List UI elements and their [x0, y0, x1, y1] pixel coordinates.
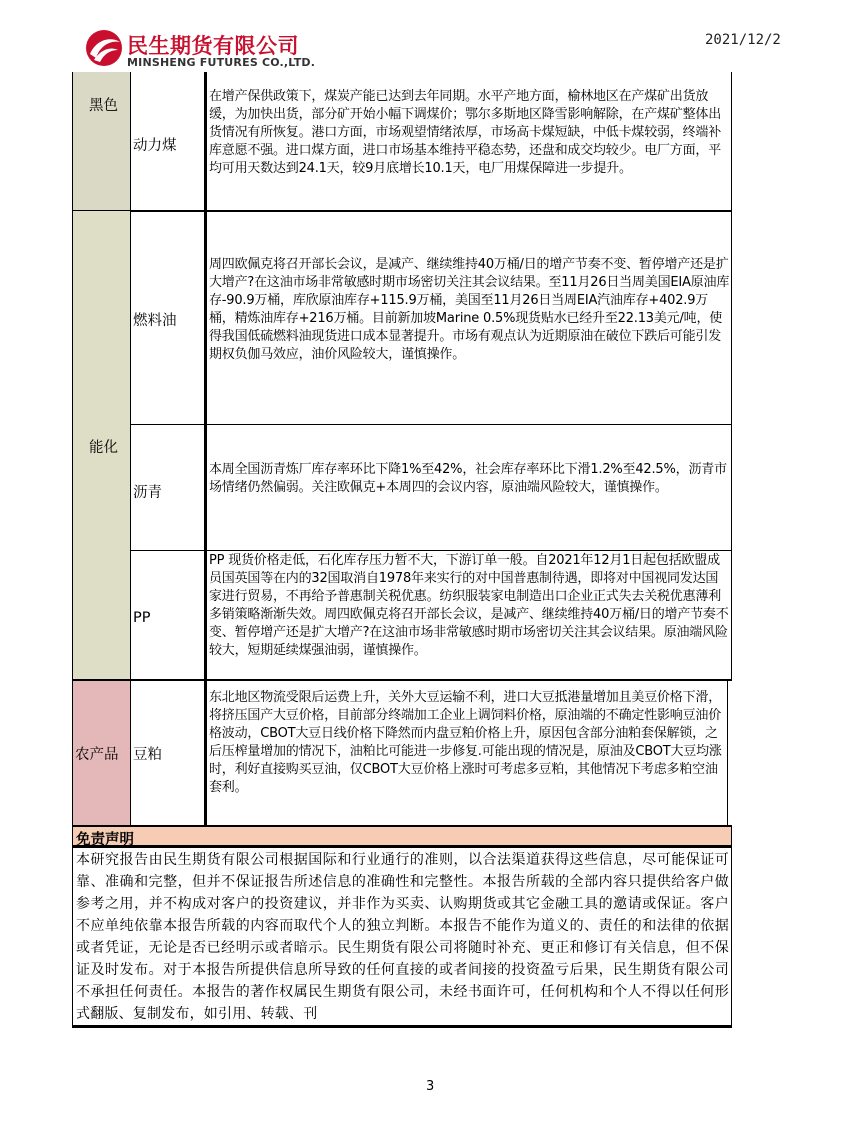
- page-header: [0, 0, 860, 72]
- item-asphalt: [131, 425, 207, 551]
- minsheng-logo-icon: [84, 28, 124, 68]
- category-label: 黑色: [89, 98, 118, 114]
- commentary-thermal-coal: 在增产保供政策下，煤炭产能已达到去年同期。水平产地方面，榆林地区在产煤矿出货放缓，为加快出货，部分矿开始小幅下调煤价；鄂尔多斯地区降雪影响解除，在产煤矿整体出货情况有所恢复。港口方面，市场观望情绪浓厚，市场高卡煤短缺，中低卡煤较弱，终端补库意愿不强。进口煤方面，进口市场基本维持平稳态势，还盘和成交均较少。电厂方面，平均可用天数达到24.1天，较9月底增长10.1天，电厂用煤保障进一步提升。: [209, 89, 722, 176]
- page-number: 3: [426, 1079, 435, 1094]
- item-soymeal: [131, 680, 207, 826]
- commentary-fuel-oil: 周四欧佩克将召开部长会议，是减产、继续维持40万桶/日的增产节奏不变、暂停增产还是扩大增产?在这油市场非常敏感时期市场密切关注其会议结果。至11月26日当周美国EIA原油库存-90.9万桶，库欣原油库存+115.9万桶，美国至11月26日当周EIA汽油库存+402.9万桶，精炼油库存+216万桶。目前新加坡Marine 0.5%现货贴水已经升至22.13美元/吨，使得我国低硫燃料油现货进口成本显著提升。市场有观点认为近期原油在破位下跌后可能引发期权负伽马效应，油价风险较大，谨慎操作。: [209, 257, 730, 362]
- commentary-soymeal: 东北地区物流受限后运费上升，关外大豆运输不利，进口大豆抵港量增加且美豆价格下滑，将挤压国产大豆价格，目前部分终端加工企业上调饲料价格，原油端的不确定性影响豆油价格波动，CBOT大豆日线价格下降然而内盘豆粕价格上升，原因包含部分油粕套保解锁，之后压榨量增加的情况下，油粕比可能进一步修复.可能出现的情况是，原油及CBOT大豆均涨时，利好直接购买豆油，仅CBOT大豆价格上涨时可考虑多豆粕，其他情况下考虑多粕空油套利。: [209, 690, 722, 795]
- category-black: [72, 72, 131, 211]
- item-label: 动力煤: [133, 138, 177, 154]
- item-label: PP: [133, 610, 151, 626]
- disclaimer-header: [72, 826, 732, 848]
- company-name-en: MINSHENG FUTURES CO.,LTD.: [127, 56, 316, 69]
- disclaimer-title: 免责声明: [76, 832, 134, 848]
- item-thermal-coal: [131, 72, 207, 211]
- company-name-cn: 民生期货有限公司: [127, 34, 299, 58]
- report-date: 2021/12/2: [705, 32, 781, 48]
- item-pp: [131, 551, 207, 680]
- category-label: 能化: [89, 440, 118, 456]
- category-agri: [72, 680, 131, 826]
- item-label: 沥青: [133, 485, 162, 501]
- commentary-asphalt: 本周全国沥青炼厂库存率环比下降1%至42%，社会库存率环比下滑1.2%至42.5%，沥青市场情绪仍然偏弱。关注欧佩克+本周四的会议内容，原油端风险较大，谨慎操作。: [209, 462, 727, 495]
- category-label: 农产品: [75, 747, 119, 763]
- category-energy: [72, 211, 131, 680]
- disclaimer-text: 本研究报告由民生期货有限公司根据国际和行业通行的准则，以合法渠道获得这些信息，尽可能保证可靠、准确和完整，但并不保证报告所述信息的准确性和完整性。本报告所载的全部内容只提供给客户做参考之用，并不构成对客户的投资建议，并非作为买卖、认购期货或其它金融工具的邀请或保证。客户不应单纯依靠本报告所载的内容而取代个人的独立判断。本报告不能作为道义的、责任的和法律的依据或者凭证，无论是否已经明示或者暗示。民生期货有限公司将随时补充、更正和修订有关信息，但不保证及时发布。对于本报告所提供信息所导致的任何直接的或者间接的投资盈亏后果，民生期货有限公司不承担任何责任。本报告的著作权属民生期货有限公司，未经书面许可，任何机构和个人不得以任何形式翻版、复制发布，如引用、转载、刊: [72, 848, 732, 1028]
- item-fuel-oil: [131, 211, 207, 425]
- item-label: 燃料油: [133, 313, 177, 329]
- commentary-pp: PP 现货价格走低，石化库存压力暂不大，下游订单一般。自2021年12月1日起包括欧盟成员国英国等在内的32国取消自1978年来实行的对中国普惠制待遇，即将对中国视同发达国家进行贸易，不再给予普惠制关税优惠。纺织服装家电制造出口企业正式失去关税优惠薄利多销策略渐渐失效。周四欧佩克将召开部长会议，是减产、继续维持40万桶/日的增产节奏不变、暂停增产还是扩大增产?在这油市场非常敏感时期市场密切关注其会议结果。原油端风险较大，短期延续煤强油弱，谨慎操作。: [209, 553, 729, 658]
- item-label: 豆粕: [133, 747, 162, 763]
